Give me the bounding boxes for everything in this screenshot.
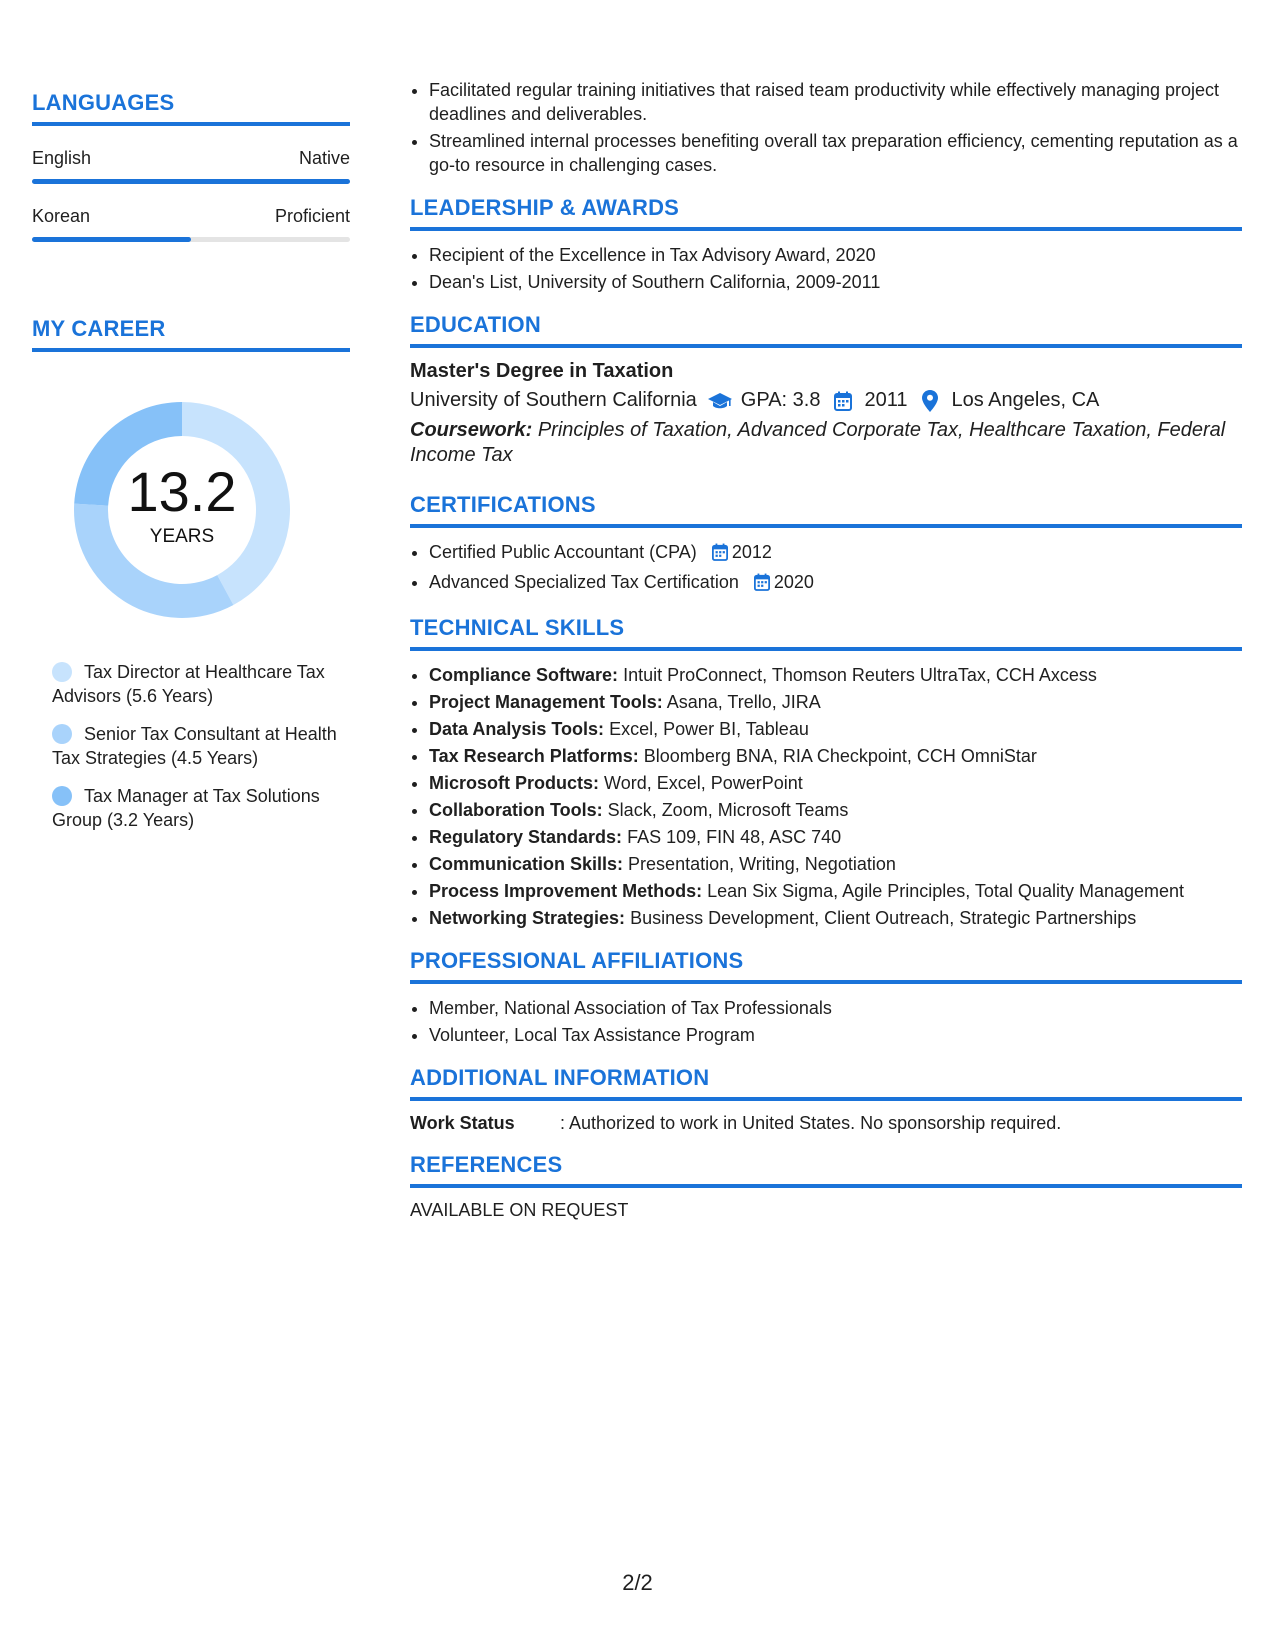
skill-item — [429, 717, 1242, 741]
legend-item — [52, 784, 350, 832]
skill-category: Microsoft Products: — [429, 773, 600, 793]
skill-values: FAS 109, FIN 48, ASC 740 — [627, 827, 842, 847]
language-name: English — [32, 148, 92, 168]
skill-category: Data Analysis Tools: — [429, 719, 605, 739]
legend-swatch — [52, 724, 72, 744]
language-level-bar — [32, 179, 350, 184]
language-level-bar — [32, 237, 350, 242]
affiliations-list — [410, 996, 1242, 1047]
skill-category: Collaboration Tools: — [429, 800, 603, 820]
additional-info-heading: ADDITIONAL INFORMATION — [410, 1065, 1242, 1101]
language-item — [32, 206, 350, 242]
skill-category: Regulatory Standards: — [429, 827, 623, 847]
certifications-heading: CERTIFICATIONS — [410, 492, 1242, 528]
skill-values: Lean Six Sigma, Agile Principles, Total Quality Management — [707, 881, 1185, 901]
skill-item — [429, 906, 1242, 930]
language-list — [32, 148, 350, 242]
language-level: Native — [298, 148, 350, 168]
coursework-label: Coursework: — [410, 419, 533, 441]
career-donut-chart — [62, 390, 302, 630]
career-total-unit: YEARS — [149, 526, 215, 547]
language-level-fill — [32, 179, 350, 184]
skill-item — [429, 825, 1242, 849]
certification-name: Certified Public Accountant (CPA) — [429, 542, 697, 562]
legend-swatch — [52, 786, 72, 806]
certification-year: 2012 — [731, 542, 772, 562]
skill-item — [429, 798, 1242, 822]
experience-bullets — [410, 78, 1242, 177]
skill-item — [429, 690, 1242, 714]
list-item: • Member, National Association of Tax Professionals — [429, 996, 1242, 1020]
skill-values: Word, Excel, PowerPoint — [604, 773, 803, 793]
skill-category: Tax Research Platforms: — [429, 746, 639, 766]
career-legend — [52, 660, 350, 832]
list-item — [429, 570, 1242, 597]
location-pin-icon — [917, 390, 943, 412]
list-item: • Facilitated regular training initiatives that raised team productivity while effectively managing project deadlines and deliverables. — [429, 78, 1242, 126]
legend-label: Senior Tax Consultant at Health Tax Strategies (4.5 Years) — [52, 724, 337, 768]
certification-name: Advanced Specialized Tax Certification — [429, 572, 739, 592]
work-status-label: Work Status — [410, 1113, 515, 1133]
skill-item — [429, 852, 1242, 876]
skills-heading: TECHNICAL SKILLS — [410, 615, 1242, 651]
skill-category: Compliance Software: — [429, 665, 619, 685]
career-total-years: 13.2 — [127, 460, 237, 523]
list-item — [429, 540, 1242, 567]
graduation-cap-icon — [707, 390, 733, 412]
legend-item — [52, 722, 350, 770]
list-item: • Recipient of the Excellence in Tax Advisory Award, 2020 — [429, 243, 1242, 267]
work-status-value: : Authorized to work in United States. No sponsorship required. — [560, 1113, 1062, 1133]
language-level: Proficient — [274, 206, 350, 226]
career-section — [32, 316, 350, 832]
skill-values: Business Development, Client Outreach, Strategic Partnerships — [630, 908, 1137, 928]
languages-heading: LANGUAGES — [32, 90, 350, 126]
school-name: University of Southern California — [410, 389, 697, 411]
skill-category: Communication Skills: — [429, 854, 624, 874]
skill-item — [429, 879, 1242, 903]
list-item: • Volunteer, Local Tax Assistance Program — [429, 1023, 1242, 1047]
language-level-fill — [32, 237, 191, 242]
skills-list — [410, 663, 1242, 930]
leadership-list — [410, 243, 1242, 294]
skill-item — [429, 744, 1242, 768]
page-number: 2/2 — [622, 1570, 653, 1595]
skill-category: Process Improvement Methods: — [429, 881, 703, 901]
coursework-list: Principles of Taxation, Advanced Corporate Tax, Healthcare Taxation, Federal Income Tax — [410, 419, 1226, 466]
gpa: GPA: 3.8 — [740, 389, 821, 411]
skill-values: Bloomberg BNA, RIA Checkpoint, CCH OmniStar — [643, 746, 1037, 766]
legend-item — [52, 660, 350, 708]
degree-title: Master's Degree in Taxation — [410, 360, 674, 382]
work-status-row — [410, 1113, 1242, 1134]
education-details — [410, 389, 1242, 412]
education-heading: EDUCATION — [410, 312, 1242, 348]
school-location: Los Angeles, CA — [951, 389, 1100, 411]
skill-category: Project Management Tools: — [429, 692, 663, 712]
skill-values: Slack, Zoom, Microsoft Teams — [607, 800, 849, 820]
legend-label: Tax Manager at Tax Solutions Group (3.2 Years) — [52, 786, 320, 830]
language-item — [32, 148, 350, 184]
affiliations-heading: PROFESSIONAL AFFILIATIONS — [410, 948, 1242, 984]
language-name: Korean — [32, 206, 91, 226]
skill-values: Intuit ProConnect, Thomson Reuters UltraTax, CCH Axcess — [623, 665, 1097, 685]
certifications-list — [410, 540, 1242, 597]
skill-values: Excel, Power BI, Tableau — [609, 719, 809, 739]
list-item: • Dean's List, University of Southern California, 2009-2011 — [429, 270, 1242, 294]
left-column — [32, 90, 350, 846]
legend-swatch — [52, 662, 72, 682]
references-heading: REFERENCES — [410, 1152, 1242, 1188]
skill-item — [429, 771, 1242, 795]
calendar-icon — [830, 390, 856, 412]
calendar-icon — [712, 543, 728, 567]
leadership-heading: LEADERSHIP & AWARDS — [410, 195, 1242, 231]
certification-year: 2020 — [773, 572, 814, 592]
references-text: AVAILABLE ON REQUEST — [410, 1200, 629, 1220]
skill-values: Presentation, Writing, Negotiation — [628, 854, 896, 874]
graduation-year: 2011 — [864, 389, 908, 411]
career-heading: MY CAREER — [32, 316, 350, 352]
list-item: • Streamlined internal processes benefiting overall tax preparation efficiency, cementing reputation as a go-to resource in challenging cases. — [429, 129, 1242, 177]
skill-values: Asana, Trello, JIRA — [666, 692, 821, 712]
calendar-icon — [754, 573, 770, 597]
skill-category: Networking Strategies: — [429, 908, 626, 928]
legend-label: Tax Director at Healthcare Tax Advisors (5.6 Years) — [52, 662, 325, 706]
coursework — [410, 418, 1242, 468]
right-column — [410, 78, 1242, 1221]
skill-item — [429, 663, 1242, 687]
